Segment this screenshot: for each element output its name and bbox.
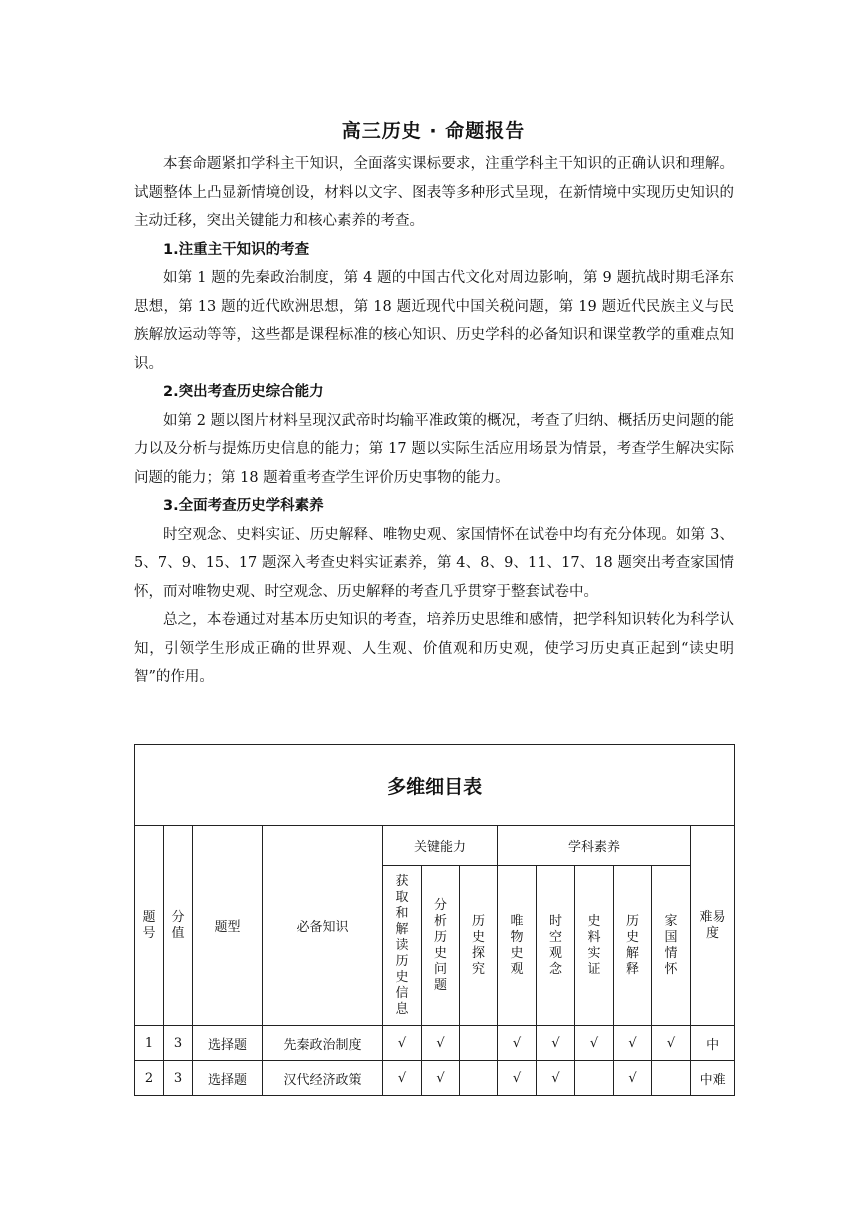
cell-mark: √ (652, 1026, 691, 1061)
table-title: 多维细目表 (135, 745, 735, 826)
header-ability: 获取和解读历史信息 (383, 866, 422, 1026)
header-knowledge: 必备知识 (263, 826, 383, 1026)
cell-knowledge: 汉代经济政策 (263, 1061, 383, 1096)
cell-mark: √ (383, 1026, 422, 1061)
cell-mark (575, 1061, 614, 1096)
cell-mark: √ (422, 1061, 460, 1096)
header-no: 题号 (135, 826, 164, 1026)
cell-mark: √ (614, 1061, 652, 1096)
section-paragraph: 时空观念、史料实证、历史解释、唯物史观、家国情怀在试卷中均有充分体现。如第 3、5、7、9、15、17 题深入考查史料实证素养，第 4、8、9、11、17、18 题突出考查家国情怀，而对唯物史观、时空观念、历史解释的考查几乎贯穿于整套试卷中。 (134, 526, 734, 600)
conclusion-paragraph: 总之，本卷通过对基本历史知识的考查，培养历史思维和感情，把学科知识转化为科学认知，引领学生形成正确的世界观、人生观、价值观和历史观，使学习历史真正起到“读史明智”的作用。 (134, 612, 734, 685)
section-paragraph: 如第 2 题以图片材料呈现汉武帝时均输平准政策的概况，考查了归纳、概括历史问题的能力以及分析与提炼历史信息的能力；第 17 题以实际生活应用场景为情景，考查学生解决实际问题的能力；第 18 题着重考查学生评价历史事物的能力。 (134, 412, 734, 486)
section-heading: 3.全面考查历史学科素养 (163, 498, 324, 514)
cell-mark (460, 1061, 498, 1096)
cell-type: 选择题 (193, 1061, 263, 1096)
cell-type: 选择题 (193, 1026, 263, 1061)
header-literacy: 时空观念 (537, 866, 575, 1026)
cell-knowledge: 先秦政治制度 (263, 1026, 383, 1061)
header-literacy: 唯物史观 (498, 866, 537, 1026)
header-ability: 历史探究 (460, 866, 498, 1026)
section-heading: 1.注重主干知识的考查 (163, 241, 310, 258)
cell-mark: √ (422, 1026, 460, 1061)
cell-mark: √ (498, 1026, 537, 1061)
cell-mark: √ (614, 1026, 652, 1061)
header-type: 题型 (193, 826, 263, 1026)
header-literacy: 史料实证 (575, 866, 614, 1026)
header-literacy-group: 学科素养 (498, 826, 691, 866)
cell-mark: √ (575, 1026, 614, 1061)
cell-difficulty: 中 (691, 1026, 735, 1061)
header-ability: 分析历史问题 (422, 866, 460, 1026)
cell-no: 1 (135, 1026, 164, 1061)
cell-mark (460, 1026, 498, 1061)
cell-mark: √ (537, 1026, 575, 1061)
header-ability-group: 关键能力 (383, 826, 498, 866)
header-difficulty: 难易度 (691, 826, 735, 1026)
section-heading: 2.突出考查历史综合能力 (163, 384, 324, 400)
header-literacy: 历史解释 (614, 866, 652, 1026)
cell-mark: √ (383, 1061, 422, 1096)
cell-mark: √ (537, 1061, 575, 1096)
section-paragraph: 如第 1 题的先秦政治制度，第 4 题的中国古代文化对周边影响，第 9 题抗战时期毛泽东思想，第 13 题的近代欧洲思想，第 18 题近现代中国关税问题，第 19 题近代民族主义与民族解放运动等等，这些都是课程标准的核心知识、历史学科的必备知识和课堂教学的重难点知识。 (134, 270, 734, 372)
intro-paragraph: 本套命题紧扣学科主干知识，全面落实课标要求，注重学科主干知识的正确认识和理解。试题整体上凸显新情境创设，材料以文字、图表等多种形式呈现，在新情境中实现历史知识的主动迁移，突出关键能力和核心素养的考查。 (134, 156, 734, 229)
report-body (134, 150, 734, 692)
report-title: 高三历史 · 命题报告 (341, 120, 526, 142)
spec-table (134, 744, 735, 1096)
cell-score: 3 (164, 1061, 193, 1096)
table-row (135, 1026, 735, 1061)
table-row (135, 1061, 735, 1096)
header-score: 分值 (164, 826, 193, 1026)
cell-mark: √ (498, 1061, 537, 1096)
cell-mark (652, 1061, 691, 1096)
header-literacy: 家国情怀 (652, 866, 691, 1026)
cell-no: 2 (135, 1061, 164, 1096)
cell-difficulty: 中难 (691, 1061, 735, 1096)
cell-score: 3 (164, 1026, 193, 1061)
